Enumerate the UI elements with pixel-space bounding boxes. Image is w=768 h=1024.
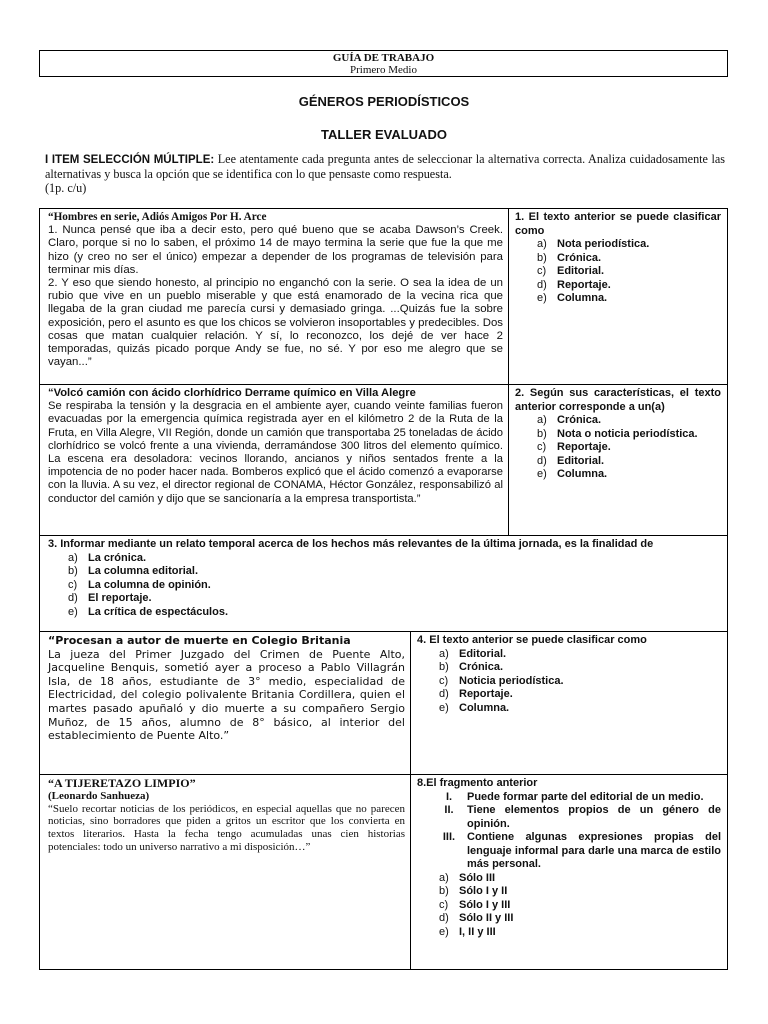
option-key: III.	[442, 831, 456, 843]
option-key: a)	[68, 551, 78, 564]
option-item	[439, 872, 721, 886]
option-key: c)	[537, 441, 547, 453]
text-2-cell	[39, 384, 509, 536]
option-text: Crónica.	[557, 251, 602, 264]
option-key: b)	[537, 427, 547, 440]
option-text: Reportaje.	[557, 441, 611, 453]
option-text: Reportaje.	[557, 278, 611, 291]
grade-level: Primero Medio	[350, 64, 417, 76]
option-key: c)	[439, 898, 449, 911]
option-text: Editorial.	[459, 647, 507, 660]
option-text: Editorial.	[557, 265, 605, 277]
option-text: Sólo I y III	[459, 898, 511, 911]
option-item	[439, 702, 721, 716]
option-item	[537, 238, 721, 252]
instructions-text: Lee atentamente cada pregunta antes de seleccionar la alternativa correcta. Analiza cuidadosamente las alternativas y busca la opción que se identifica con lo que pensaste como respuesta.	[45, 152, 726, 181]
text-4-author: (Leonardo Sanhueza)	[48, 789, 150, 802]
question-8-stem: 8.El fragmento anterior	[417, 777, 538, 789]
text-1-body: 1. Nunca pensé que iba a decir esto, pero qué bueno que se acaba Dawson’s Creek. Claro, porque si no lo saben, el próximo 14 de mayo termina la serie que fue la que me hizo (y creo no ser el único) empezar a depender de los programas de televisión para terminar mis días. 2. Y eso que siendo honesto, al principio no enganchó con la serie. O sea la idea de un rubio que vive en un pueblo miserable y que está enamorado de la vecina rica que llegaba de la gran ciudad me parecía cursi y demasiado gringa. ...Quizás fue la sobre exposición, pero el asunto es que los chicos se volvieron insoportables y predecibles. Dos cosas que matan cualquier relación. Y sí, lo reconozco, los dejé de ver hace 2 temporadas, quizás picado porque Andy se fue, no sé. Y por eso me alegro que se vayan...”	[48, 224, 503, 369]
option-key: d)	[439, 688, 449, 700]
text-4-body: “Suelo recortar noticias de los periódicos, en especial aquellas que no parecen noticias, sino borradores que piden a gritos un escritor que los convierta en textos literarios. Hasta la fecha tengo acumuladas unas cien historias potenciales: todo un universo narrativo a mi disposición…”	[48, 802, 405, 853]
option-text: Sólo III	[459, 871, 496, 884]
option-item	[439, 899, 721, 913]
question-2-stem: 2. Según sus características, el texto anterior corresponde a un(a)	[515, 387, 721, 413]
option-key: b)	[439, 885, 449, 897]
text-2-title: “Volcó camión con ácido clorhídrico Derrame químico en Villa Alegre	[48, 387, 416, 399]
option-key: II.	[444, 804, 454, 816]
option-item	[431, 831, 721, 872]
option-item	[68, 592, 721, 606]
instructions-lead: I ITEM SELECCIÓN MÚLTIPLE:	[45, 154, 215, 166]
question-2-cell	[508, 384, 728, 536]
text-2-body: Se respiraba la tensión y la desgracia en el ambiente ayer, cuando veinte familias fueron evacuadas por la emergencia química registrada ayer en el kilómetro 2 de la Ruta de la Fruta, en Villa Alegre, VII Región, donde un camión que transportaba 25 toneladas de ácido clorhídrico se volcó frente a una vivienda, derramándose 300 litros del elemento químico. La escena era desoladora: vecinos llorando, ancianos y niños sentados frente a la impotencia de no poder hacer nada. Bomberos explicó que el ácido comenzó a evaporarse con la lluvia. A su vez, el director regional de CONAMA, Héctor González, responsabilizó al conductor del camión y dijo que se sancionaría a la empresa transportista.”	[48, 400, 503, 505]
option-text: Puede formar parte del editorial de un medio.	[467, 790, 704, 803]
option-text: Nota periodística.	[557, 238, 650, 250]
option-key: d)	[537, 454, 547, 467]
option-item	[537, 441, 721, 455]
main-title: GÉNEROS PERIODÍSTICOS	[298, 94, 470, 109]
option-key: d)	[537, 278, 547, 291]
option-key: I.	[445, 790, 453, 803]
option-item	[439, 885, 721, 899]
option-item	[68, 579, 721, 593]
option-item	[431, 791, 721, 805]
question-8-statements	[417, 791, 721, 872]
option-item	[537, 252, 721, 266]
option-text: Tiene elementos propios de un género de opinión.	[467, 804, 721, 830]
option-item	[537, 292, 721, 306]
option-item	[431, 804, 721, 831]
option-item	[537, 414, 721, 428]
text-3-cell	[39, 631, 411, 775]
question-3-stem: 3. Informar mediante un relato temporal acerca de los hechos más relevantes de la última jornada, es la finalidad de	[48, 538, 654, 550]
option-text: Editorial.	[557, 454, 605, 467]
option-item	[439, 926, 721, 940]
option-key: c)	[537, 265, 547, 277]
question-8-options	[417, 872, 721, 940]
question-2-options	[515, 414, 721, 482]
text-1-cell	[39, 208, 509, 385]
question-1-cell	[508, 208, 728, 385]
option-item	[439, 661, 721, 675]
option-item	[439, 648, 721, 662]
option-text: Noticia periodística.	[459, 674, 564, 687]
option-key: a)	[537, 414, 547, 426]
option-item	[68, 606, 721, 620]
option-text: La columna editorial.	[88, 565, 199, 577]
option-key: e)	[68, 605, 78, 618]
option-text: Columna.	[557, 468, 608, 480]
text-1-title: “Hombres en serie, Adiós Amigos Por H. Arce	[48, 211, 267, 223]
question-4-stem: 4. El texto anterior se puede clasificar como	[417, 634, 647, 646]
option-key: e)	[439, 701, 449, 714]
option-text: Crónica.	[557, 414, 602, 426]
option-key: b)	[439, 661, 449, 673]
header-box	[39, 50, 728, 77]
option-key: c)	[68, 578, 78, 591]
option-item	[439, 912, 721, 926]
option-key: d)	[439, 912, 449, 924]
points-note: (1p. c/u)	[45, 181, 87, 195]
option-text: La crítica de espectáculos.	[88, 605, 229, 618]
option-key: b)	[68, 565, 78, 577]
option-text: La crónica.	[88, 551, 147, 564]
question-3-options	[48, 552, 721, 620]
sub-title: TALLER EVALUADO	[321, 127, 447, 142]
option-item	[537, 279, 721, 293]
option-key: a)	[439, 647, 449, 660]
option-item	[68, 565, 721, 579]
question-8-cell	[410, 774, 728, 970]
question-1-options	[515, 238, 721, 306]
question-4-options	[417, 648, 721, 716]
option-text: Nota o noticia periodística.	[557, 427, 698, 440]
option-text: Reportaje.	[459, 688, 513, 700]
option-item	[439, 688, 721, 702]
question-1-stem: 1. El texto anterior se puede clasificar como	[515, 211, 721, 237]
option-item	[537, 468, 721, 482]
text-4-title: “A TIJERETAZO LIMPIO”	[48, 776, 196, 790]
option-text: I, II y III	[459, 925, 496, 938]
option-text: Columna.	[459, 701, 510, 714]
option-key: a)	[537, 238, 547, 250]
option-item	[68, 552, 721, 566]
option-text: Sólo I y II	[459, 885, 508, 897]
worksheet-title: GUÍA DE TRABAJO	[332, 52, 435, 64]
option-key: e)	[537, 292, 547, 304]
option-text: Contiene algunas expresiones propias del lenguaje informal para darle una marca de estilo más personal.	[467, 831, 721, 870]
option-item	[537, 428, 721, 442]
option-key: c)	[439, 674, 449, 687]
option-text: Crónica.	[459, 661, 504, 673]
option-item	[537, 265, 721, 279]
option-text: Sólo II y III	[459, 912, 514, 924]
question-3-cell	[39, 535, 728, 632]
option-text: Columna.	[557, 292, 608, 304]
instructions	[45, 152, 725, 195]
option-text: El reportaje.	[88, 592, 152, 604]
option-text: La columna de opinión.	[88, 578, 211, 591]
option-key: b)	[537, 251, 547, 264]
text-4-cell	[39, 774, 411, 970]
option-key: e)	[537, 468, 547, 480]
option-key: e)	[439, 925, 449, 938]
option-item	[439, 675, 721, 689]
option-item	[537, 455, 721, 469]
option-key: a)	[439, 871, 449, 884]
text-3-title: “Procesan a autor de muerte en Colegio Britania	[48, 634, 351, 647]
question-4-cell	[410, 631, 728, 775]
text-3-body: La jueza del Primer Juzgado del Crimen de Puente Alto, Jacqueline Benquis, sometió ayer a proceso a Pablo Villagrán Isla, de 18 años, estudiante de 3° medio, especialidad de Electricidad, del colegio polivalente Britania Cordillera, quien el martes pasado apuñaló y dio muerte a su compañero Sergio Muñoz, de 15 años, alumno de 8° básico, al interior del establecimiento de Puente Alto.”	[48, 647, 405, 743]
option-key: d)	[68, 592, 78, 604]
